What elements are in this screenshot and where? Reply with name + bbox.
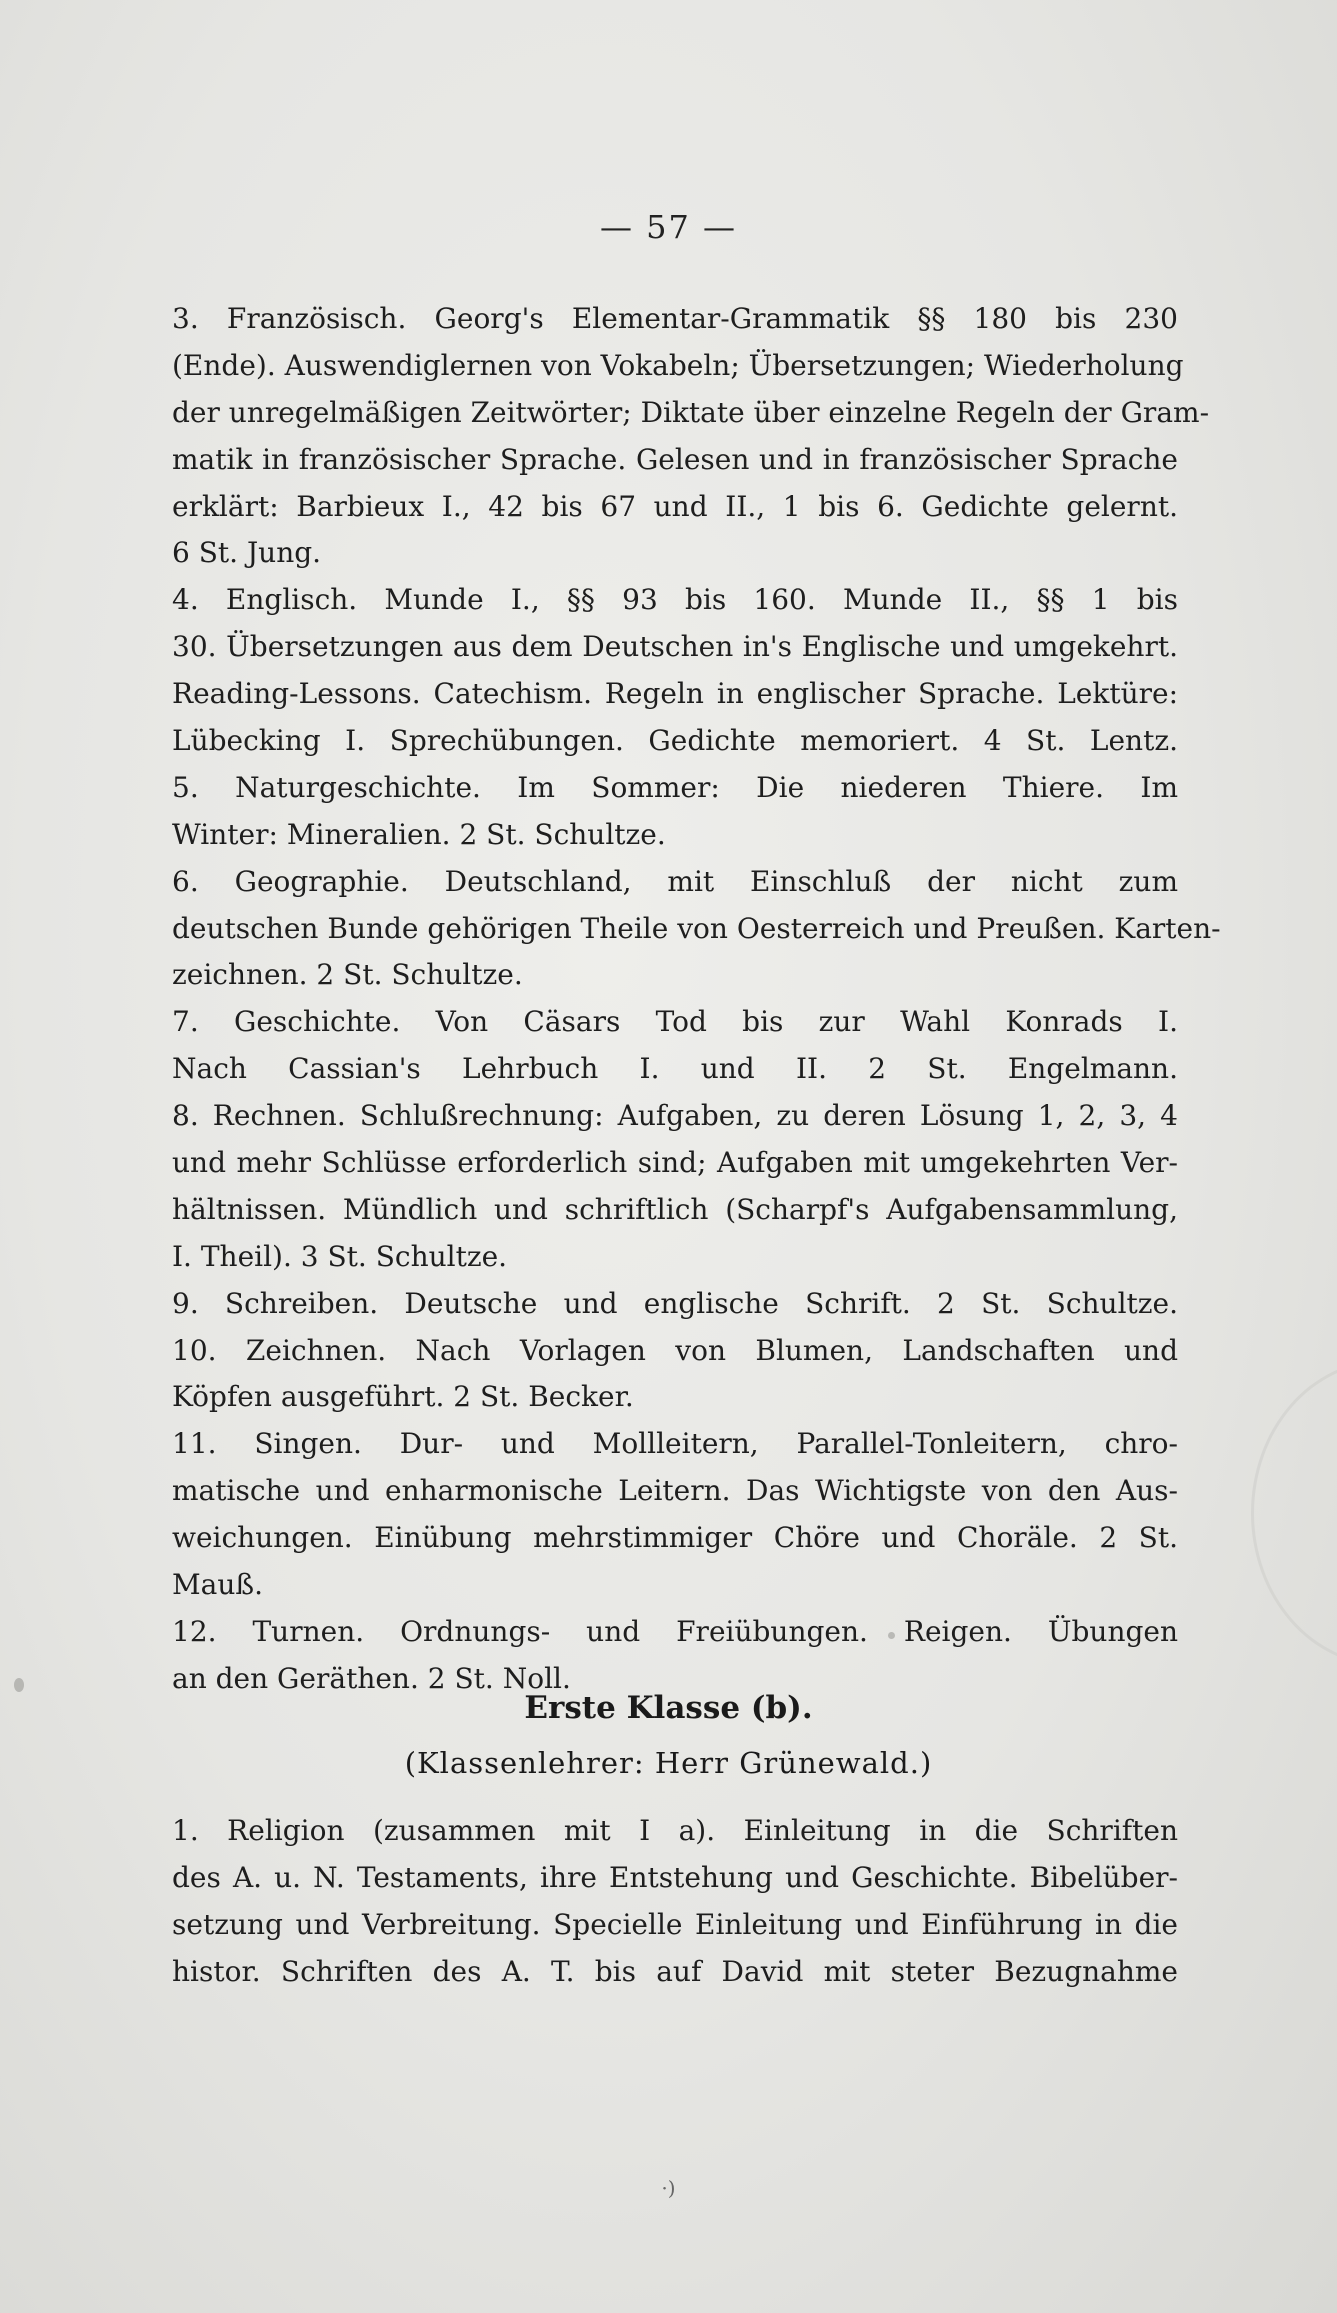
text-line: matische und enharmonische Leitern. Das Wichtigste von den Aus- <box>172 1474 1178 1508</box>
text-line: zeichnen. 2 St. Schultze. <box>172 958 523 992</box>
text-line: 4. Englisch. Munde I., §§ 93 bis 160. Munde II., §§ 1 bis <box>172 583 1178 617</box>
page-bleed-mark <box>1251 1360 1337 1666</box>
text-line: (Ende). Auswendiglernen von Vokabeln; Übersetzungen; Wiederholung <box>172 348 1184 382</box>
page-number: — 57 — <box>599 208 738 246</box>
text-line: deutschen Bunde gehörigen Theile von Oesterreich und Preußen. Karten- <box>172 911 1221 945</box>
text-line: hältnissen. Mündlich und schriftlich (Scharpf's Aufgabensammlung, <box>172 1192 1178 1226</box>
text-line: Nach Cassian's Lehrbuch I. und II. 2 St. Engelmann. <box>172 1052 1178 1086</box>
text-line: matik in französischer Sprache. Gelesen und in französischer Sprache <box>172 442 1178 476</box>
text-line: der unregelmäßigen Zeitwörter; Diktate über einzelne Regeln der Gram- <box>172 395 1210 429</box>
text-line: Mauß. <box>172 1568 263 1602</box>
text-line: 3. Französisch. Georg's Elementar-Grammatik §§ 180 bis 230 <box>172 302 1178 335</box>
footer-mark: ·) <box>661 2176 676 2200</box>
text-line: an den Geräthen. 2 St. Noll. <box>172 1661 571 1695</box>
religion-text <box>172 1808 1178 1996</box>
text-line: 1. Religion (zusammen mit I a). Einleitung in die Schriften <box>172 1814 1178 1847</box>
text-line: 10. Zeichnen. Nach Vorlagen von Blumen, Landschaften und <box>172 1333 1178 1367</box>
text-line: setzung und Verbreitung. Specielle Einleitung und Einführung in die <box>172 1907 1178 1941</box>
text-line: 6. Geographie. Deutschland, mit Einschluß der nicht zum <box>172 864 1178 898</box>
text-line: 7. Geschichte. Von Cäsars Tod bis zur Wahl Konrads I. <box>172 1005 1178 1039</box>
text-line: 9. Schreiben. Deutsche und englische Schrift. 2 St. Schultze. <box>172 1286 1178 1320</box>
text-line: Winter: Mineralien. 2 St. Schultze. <box>172 817 666 851</box>
text-line: erklärt: Barbieux I., 42 bis 67 und II., 1 bis 6. Gedichte gelernt. <box>172 489 1178 523</box>
text-line: 8. Rechnen. Schlußrechnung: Aufgaben, zu deren Lösung 1, 2, 3, 4 <box>172 1099 1178 1133</box>
text-line: 11. Singen. Dur- und Mollleitern, Parallel-Tonleitern, chro- <box>172 1427 1178 1461</box>
text-line: weichungen. Einübung mehrstimmiger Chöre und Choräle. 2 St. <box>172 1521 1178 1555</box>
text-line: Lübecking I. Sprechübungen. Gedichte memoriert. 4 St. Lentz. <box>172 724 1178 758</box>
curriculum-text <box>172 296 1221 1703</box>
text-line: Köpfen ausgeführt. 2 St. Becker. <box>172 1380 634 1414</box>
section-subheading: (Klassenlehrer: Herr Grünewald.) <box>404 1746 933 1780</box>
text-line: 12. Turnen. Ordnungs- und Freiübungen. Reigen. Übungen <box>172 1614 1178 1648</box>
text-line: 30. Übersetzungen aus dem Deutschen in's Englische und umgekehrt. <box>172 630 1178 664</box>
text-line: und mehr Schlüsse erforderlich sind; Aufgaben mit umgekehrten Ver- <box>172 1146 1178 1180</box>
text-line: I. Theil). 3 St. Schultze. <box>172 1239 508 1273</box>
text-line: histor. Schriften des A. T. bis auf David mit steter Bezugnahme <box>172 1954 1178 1988</box>
text-line: 5. Naturgeschichte. Im Sommer: Die niederen Thiere. Im <box>172 770 1178 804</box>
text-line: Reading-Lessons. Catechism. Regeln in englischer Sprache. Lektüre: <box>172 677 1178 711</box>
text-line: 6 St. Jung. <box>172 536 322 570</box>
section-heading: Erste Klasse (b). <box>524 1690 813 1726</box>
text-line: des A. u. N. Testaments, ihre Entstehung und Geschichte. Bibelüber- <box>172 1860 1178 1894</box>
